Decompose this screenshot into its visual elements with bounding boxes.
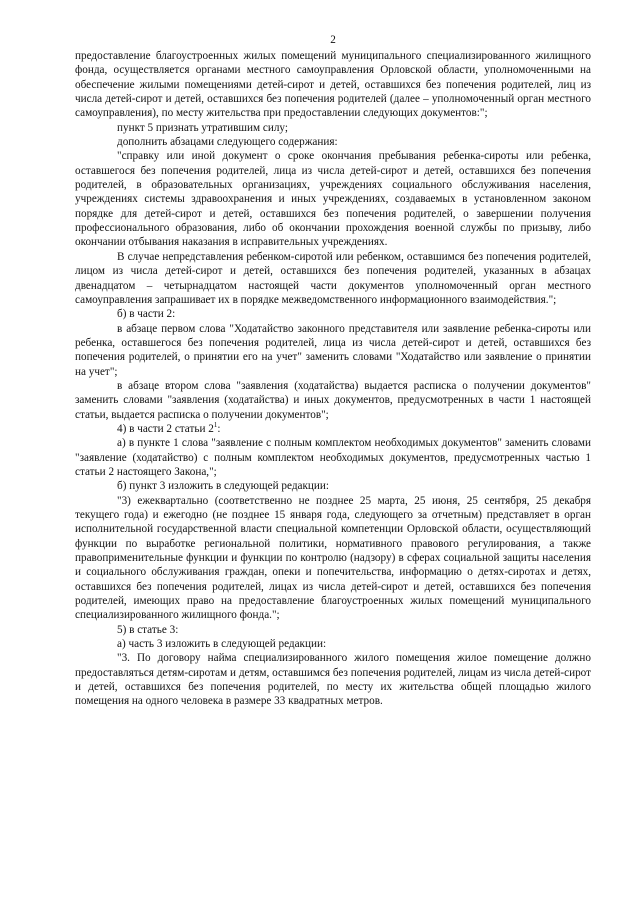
- paragraph-article-3-heading: 5) в статье 3:: [117, 623, 179, 636]
- document-page: [75, 33, 591, 709]
- paragraph-housing-contract: "3. По договору найма специализированного жилого помещения жилое помещение должно предоставляться детям-сиротам и детям, оставшимся без попечения родителей, лицам из числа детей-сирот и детей, оставшихся без попечения родителей, по месту их жительства общей площадью жилого помещения на одного человека в размере 33 квадратных метров.: [75, 652, 591, 708]
- paragraph-continuation: предоставление благоустроенных жилых помещений муниципального специализированного жилищного фонда, осуществляется органами местного самоуправления Орловской области, уполномоченными на обеспечение жилыми помещениями детей-сирот и детей, оставшихся без попечения родителей, лиц из числа детей-сирот и детей, оставшихся без попечения родителей (далее – уполномоченный орган местного самоуправления), по месту жительства при предоставлении следующих документов:";: [75, 50, 591, 120]
- paragraph-part-2-heading: б) в части 2:: [117, 308, 176, 321]
- article-ref-text: 4) в части 2 статьи 2: [117, 422, 214, 435]
- paragraph-quarterly-report: "3) ежеквартально (соответственно не позднее 25 марта, 25 июня, 25 сентября, 25 декабря текущего года) и ежегодно (не позднее 15 января года, следующего за отчетным) представляет в орган исполнительной государственной власти специальной компетенции Орловской области, осуществляющий функции по выработке региональной политики, нормативного правового регулирования, а также правоприменительные функции и функции по контролю (надзору) в сферах социальной защиты населения и социального обслуживания граждан, опеки и попечительства, информацию о детях-сиротах и детях, оставшихся без попечения родителей, лицах из числа детей-сирот и детей, оставшихся без попечения родителей, имеющих право на предоставление благоустроенных жилых помещений муниципального специализированного жилищного фонда.";: [75, 494, 591, 622]
- paragraph-first-abzac-change: в абзаце первом слова "Ходатайство законного представителя или заявление ребенка-сироты или ребенка, оставшегося без попечения родителей, лица из числа детей-сирот и детей, оставшихся без попечения родителей, о принятии его на учет" заменить словами "Ходатайство или заявление о принятии на учет";: [75, 322, 591, 378]
- paragraph-certificate-clause: "справку или иной документ о сроке окончания пребывания ребенка-сироты или ребенка, оставшегося без попечения родителей, лица из числа детей-сирот и детей, оставшихся без попечения родителей, в образовательных организациях, учреждениях социального обслуживания населения, учреждениях системы здравоохранения и иных учреждениях, создаваемых в установленном законом порядке для детей-сирот и детей, оставшихся без попечения родителей, о завершении получения профессионального образования, либо об окончании прохождения военной службы по призыву, либо окончании отбывания наказания в исправительных учреждениях.: [75, 150, 591, 249]
- page-number: 2: [330, 34, 336, 46]
- article-superscript: 1: [213, 420, 218, 429]
- paragraph-article-2-1-heading: [75, 422, 591, 436]
- paragraph-second-abzac-change: в абзаце втором слова "заявления (ходатайства) выдается расписка о получении документов" заменить словами "заявления (ходатайства) и иных документов, предусмотренных в части 1 настоящей статьи, выдается расписка о получении документов";: [75, 379, 591, 421]
- paragraph-item-3-heading: б) пункт 3 изложить в следующей редакции:: [117, 480, 329, 493]
- paragraph-item-1-change: а) в пункте 1 слова "заявление с полным комплектом необходимых документов" заменить словами "заявление (ходатайство) с полным комплектом необходимых документов, предусмотренных частью 1 статьи 2 настоящего Закона,";: [75, 437, 591, 478]
- article-ref-suffix: :: [217, 422, 221, 435]
- paragraph-part-3-heading: а) часть 3 изложить в следующей редакции:: [117, 638, 327, 651]
- paragraph-nonsubmission-clause: В случае непредставления ребенком-сиротой или ребенком, оставшимся без попечения родителей, лицом из числа детей-сирот и детей, оставшихся без попечения родителей, указанных в абзацах двенадцатом – четырнадцатом настоящей части документов уполномоченный орган местного самоуправления запрашивает их в порядке межведомственного информационного взаимодействия.";: [75, 250, 591, 306]
- paragraph-supplement-intro: дополнить абзацами следующего содержания:: [117, 136, 338, 149]
- paragraph-item-5-repeal: пункт 5 признать утратившим силу;: [117, 121, 288, 134]
